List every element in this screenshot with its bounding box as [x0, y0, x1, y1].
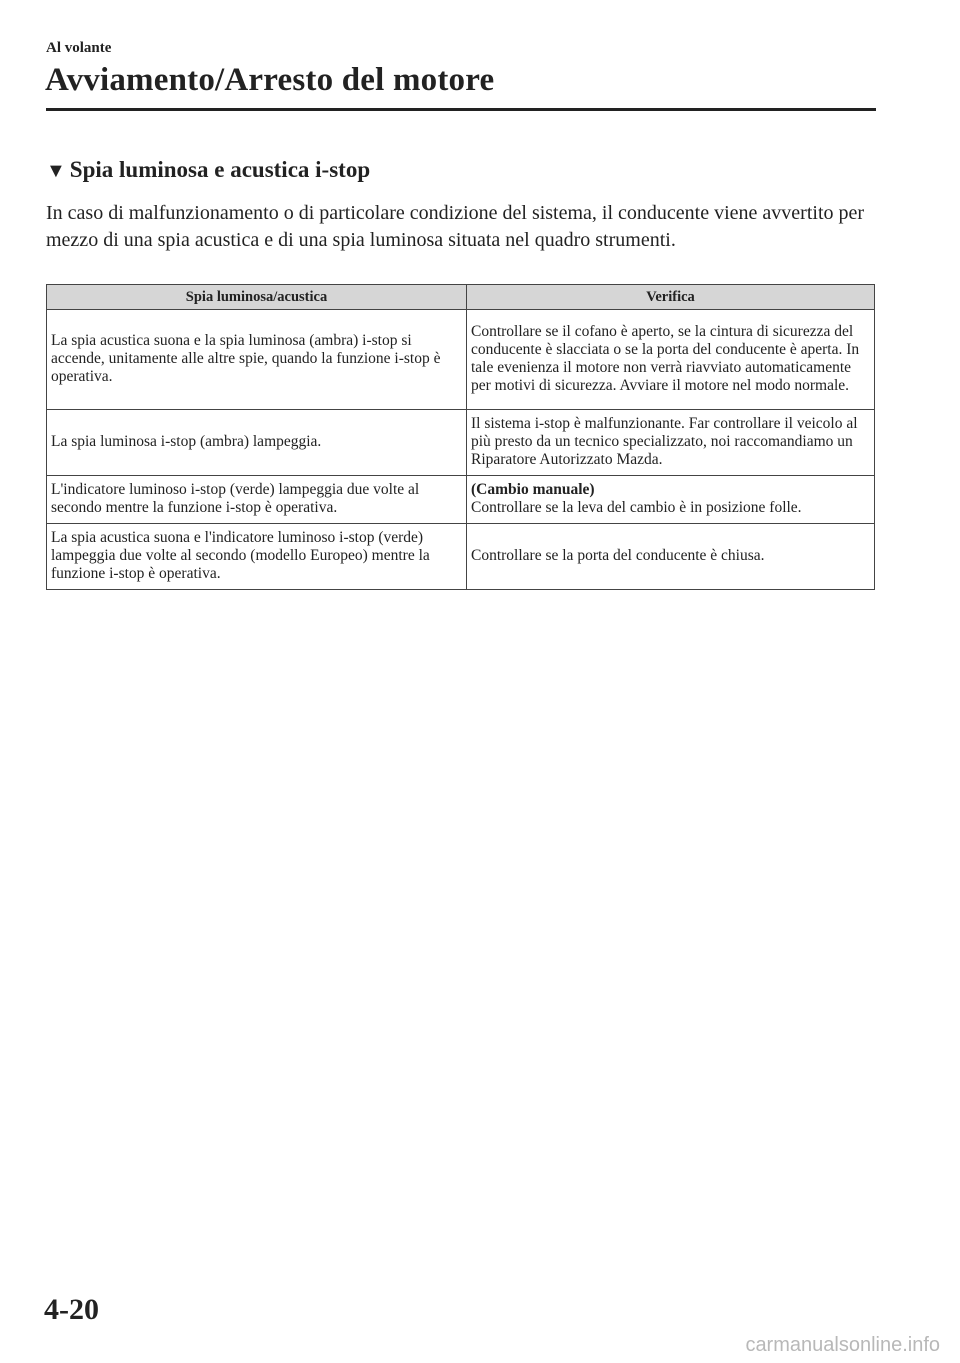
column-header-check: Verifica — [467, 285, 875, 310]
page-title: Avviamento/Arresto del motore — [45, 62, 495, 98]
table-row — [47, 310, 875, 410]
site-watermark: carmanualsonline.info — [745, 1334, 940, 1356]
table-row — [47, 524, 875, 590]
triangle-marker-icon: ▼ — [46, 160, 66, 182]
table-header-row — [47, 285, 875, 310]
check-cell-title: (Cambio manuale) — [471, 481, 595, 498]
page-number: 4-20 — [44, 1293, 99, 1326]
signal-cell: L'indicatore luminoso i-stop (verde) lampeggia due volte al secondo mentre la funzione i-stop è operativa. — [47, 476, 467, 524]
check-cell: Controllare se il cofano è aperto, se la cintura di sicurezza del conducente è slacciata o se la porta del conducente è aperta. In tale evenienza il motore non verrà riavviato automaticamente per motivi di sicurezza. Avviare il motore nel modo normale. — [467, 310, 875, 410]
title-rule — [46, 108, 876, 111]
table-row — [47, 410, 875, 476]
column-header-signal: Spia luminosa/acustica — [47, 285, 467, 310]
signal-cell: La spia acustica suona e l'indicatore luminoso i-stop (verde) lampeggia due volte al secondo (modello Europeo) mentre la funzione i-stop è operativa. — [47, 524, 467, 590]
intro-paragraph: In caso di malfunzionamento o di particolare condizione del sistema, il conducente viene avvertito per mezzo di una spia acustica e di una spia luminosa situata nel quadro strumenti. — [46, 202, 865, 251]
chapter-label: Al volante — [46, 40, 112, 56]
signal-cell: La spia acustica suona e la spia luminosa (ambra) i-stop si accende, unitamente alle altre spie, quando la funzione i-stop è operativa. — [47, 310, 467, 410]
check-cell — [467, 476, 875, 524]
section-heading — [46, 157, 370, 183]
check-cell: Controllare se la porta del conducente è chiusa. — [467, 524, 875, 590]
check-cell: Il sistema i-stop è malfunzionante. Far controllare il veicolo al più presto da un tecnico specializzato, noi raccomandiamo un Riparatore Autorizzato Mazda. — [467, 410, 875, 476]
check-cell-text: Controllare se la leva del cambio è in posizione folle. — [471, 499, 802, 516]
section-heading-text: Spia luminosa e acustica i-stop — [69, 157, 371, 182]
table-row — [47, 476, 875, 524]
warning-table — [46, 284, 875, 590]
signal-cell: La spia luminosa i-stop (ambra) lampeggia. — [47, 410, 467, 476]
